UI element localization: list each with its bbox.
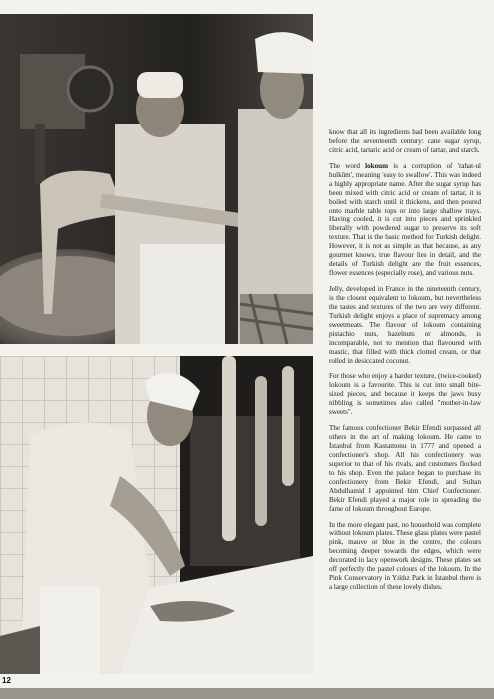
photo-confectioners-pouring (0, 14, 313, 344)
paragraph-text: The word (329, 161, 366, 170)
bold-term: lokoum (365, 161, 389, 170)
article-text-column (329, 128, 481, 599)
photo-confectioner-marble-table (0, 356, 313, 674)
paragraph-text: For those who enjoy a harder texture, (twice-cooked) lokoum is a favourite. This is cut into small bite-sized pieces, and because it keeps the jaws busy nibbling is sometimes also called "mother-in-law sweets". (329, 372, 481, 417)
article-paragraph-3 (329, 285, 481, 365)
paragraph-text: In the more elegant past, no household was complete without lokoum plates. These glass plates were pastel pink, mauve or blue in the centre, the colours becoming deeper towards the edges, which were decorated in lacy openwork designs. These plates set off perfectly the pastel colours of the lokoum. In the Pink Conservatory in Yıldız Park in İstanbul there is a large collection of these lovely dishes. (329, 520, 481, 592)
article-paragraph-2 (329, 162, 481, 278)
article-paragraph-4 (329, 372, 481, 417)
bottom-scan-edge (0, 688, 494, 699)
paragraph-text: is a corruption of 'rahat-ul hulkûm', meaning 'easy to swallow'. This was indeed a highly appropriate name. After the sugar syrup has been mixed with citric acid or cream of tartar, it is boiled with starch until it thickens, and then poured onto marble table tops or into large shallow trays. Having cooled, it is cut into pieces and sprinkled liberally with powdered sugar to preserve its soft texture. That is the basic method for Turkish delight. However, it is not as simple as that because, as any gourmet knows, true flavour lies in detail, and the details of Turkish delight are the fruit essences, flower essences (especially rose), and various nuts. (329, 161, 482, 278)
paragraph-text: The famous confectioner Bekir Efendi surpassed all others in the art of making lokoum. He came to İstanbul from Kastamonu in 1777 and opened a confectioner's shop. All his confectionery was superior to that of his rivals, and customers flocked to his shop. Even the palace began to purchase its confectionery from Bekir Efendi, and Sultan Abdulhamid I appointed him Chief Confectioner. Bekir Efendi played a major role in spreading the fame of lokoum throughout Europe. (329, 424, 481, 513)
article-paragraph-6 (329, 521, 481, 593)
article-paragraph-5 (329, 424, 481, 513)
article-paragraph-1 (329, 128, 481, 155)
paragraph-text: know that all its ingredients had been available long before the seventeenth century: cane sugar syrup, citric acid, tartaric acid or cream of tartar, and starch. (329, 128, 481, 154)
paragraph-text: Jelly, developed in France in the nineteenth century, is the closest equivalent to lokoum, but nevertheless the tastes and textures of the two are very different. Turkish delight enjoys a place of supremacy among sweetmeats. The flavour of lokoum containing pistachio nuts, hazelnuts or almonds, is incomparable, not to mention that flavoured with mastic, that filled with thick clotted cream, or that rolled in desiccated coconut. (329, 285, 481, 365)
page-number: 12 (2, 676, 11, 685)
